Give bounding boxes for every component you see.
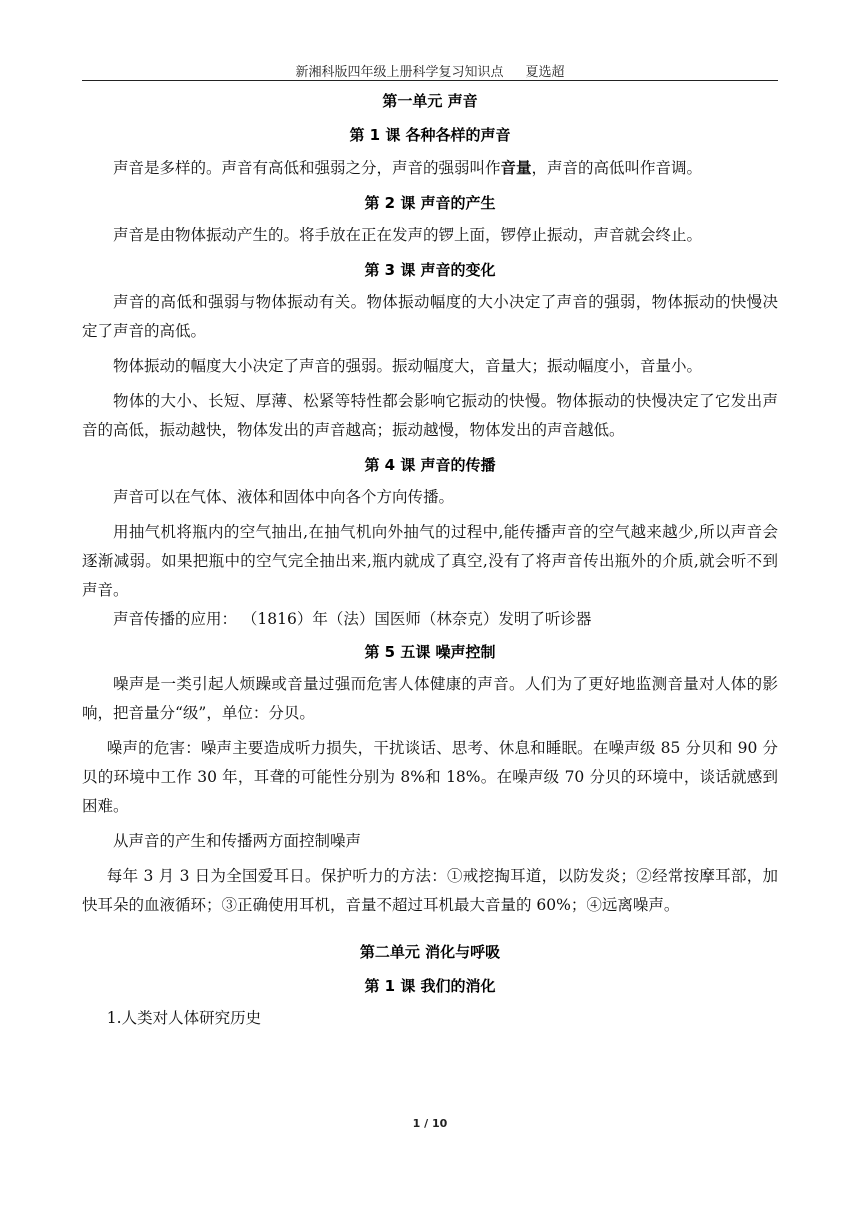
unit1-lesson1-title: 第 1 课 各种各样的声音 xyxy=(349,126,511,144)
unit1-lesson3-paragraph-2: 物体振动的幅度大小决定了声音的强弱。振动幅度大，音量大；振动幅度小，音量小。 xyxy=(113,357,703,375)
unit1-lesson5-paragraph-2: 噪声的危害：噪声主要造成听力损失，干扰谈话、思考、休息和睡眠。在噪声级 85 分贝和 90 分贝的环境中工作 30 年，耳聋的可能性分别为 8%和 18%。在噪声级 70 分贝的环境中，谈话就感到困难。 xyxy=(82,739,778,815)
page-header xyxy=(82,61,778,80)
bold-term: 音量 xyxy=(500,158,532,177)
header-rule xyxy=(82,80,778,81)
document-body xyxy=(82,87,778,1039)
unit1-lesson4-title: 第 4 课 声音的传播 xyxy=(364,456,496,474)
unit1-lesson2-title: 第 2 课 声音的产生 xyxy=(364,194,496,212)
unit1-lesson1-paragraph xyxy=(82,153,778,183)
unit1-lesson4-paragraph-2: 用抽气机将瓶内的空气抽出,在抽气机向外抽气的过程中,能传播声音的空气越来越少,所以声音会逐渐减弱。如果把瓶中的空气完全抽出来,瓶内就成了真空,没有了将声音传出瓶外的介质,就会听不到声音。 xyxy=(82,523,778,599)
text-run: ，声音的高低叫作音调。 xyxy=(531,159,703,177)
unit1-lesson5-title: 第 5 五课 噪声控制 xyxy=(364,643,496,661)
page-number: 1 / 10 xyxy=(412,1117,448,1130)
unit-2-title: 第二单元 消化与呼吸 xyxy=(359,943,501,961)
unit1-lesson3-title: 第 3 课 声音的变化 xyxy=(364,261,496,279)
unit1-lesson5-paragraph-4: 每年 3 月 3 日为全国爱耳日。保护听力的方法：①戒挖掏耳道，以防发炎；②经常按摩耳部，加快耳朵的血液循环；③正确使用耳机，音量不超过耳机最大音量的 60%；④远离噪声。 xyxy=(82,867,778,914)
unit-1-title: 第一单元 声音 xyxy=(382,92,478,110)
unit1-lesson3-paragraph-3: 物体的大小、长短、厚薄、松紧等特性都会影响它振动的快慢。物体振动的快慢决定了它发出声音的高低，振动越快，物体发出的声音越高；振动越慢，物体发出的声音越低。 xyxy=(82,392,778,439)
unit1-lesson5-paragraph-3: 从声音的产生和传播两方面控制噪声 xyxy=(113,832,362,850)
unit1-lesson5-paragraph-1: 噪声是一类引起人烦躁或音量过强而危害人体健康的声音。人们为了更好地监测音量对人体的影响，把音量分“级”，单位：分贝。 xyxy=(82,675,778,722)
header-title: 新湘科版四年级上册科学复习知识点 xyxy=(295,65,504,80)
unit1-lesson2-paragraph: 声音是由物体振动产生的。将手放在正在发声的锣上面，锣停止振动，声音就会终止。 xyxy=(113,226,703,244)
unit2-lesson1-paragraph: 1.人类对人体研究历史 xyxy=(106,1009,262,1027)
unit1-lesson4-paragraph-1: 声音可以在气体、液体和固体中向各个方向传播。 xyxy=(113,488,455,506)
unit1-lesson4-paragraph-3: 声音传播的应用： （1816）年（法）国医师（林奈克）发明了听诊器 xyxy=(113,610,592,628)
text-run: 声音是多样的。声音有高低和强弱之分，声音的强弱叫作 xyxy=(113,159,501,177)
unit2-lesson1-title: 第 1 课 我们的消化 xyxy=(364,977,496,995)
header-author: 夏选超 xyxy=(525,65,565,80)
unit1-lesson3-paragraph-1: 声音的高低和强弱与物体振动有关。物体振动幅度的大小决定了声音的强弱，物体振动的快慢决定了声音的高低。 xyxy=(82,293,778,340)
